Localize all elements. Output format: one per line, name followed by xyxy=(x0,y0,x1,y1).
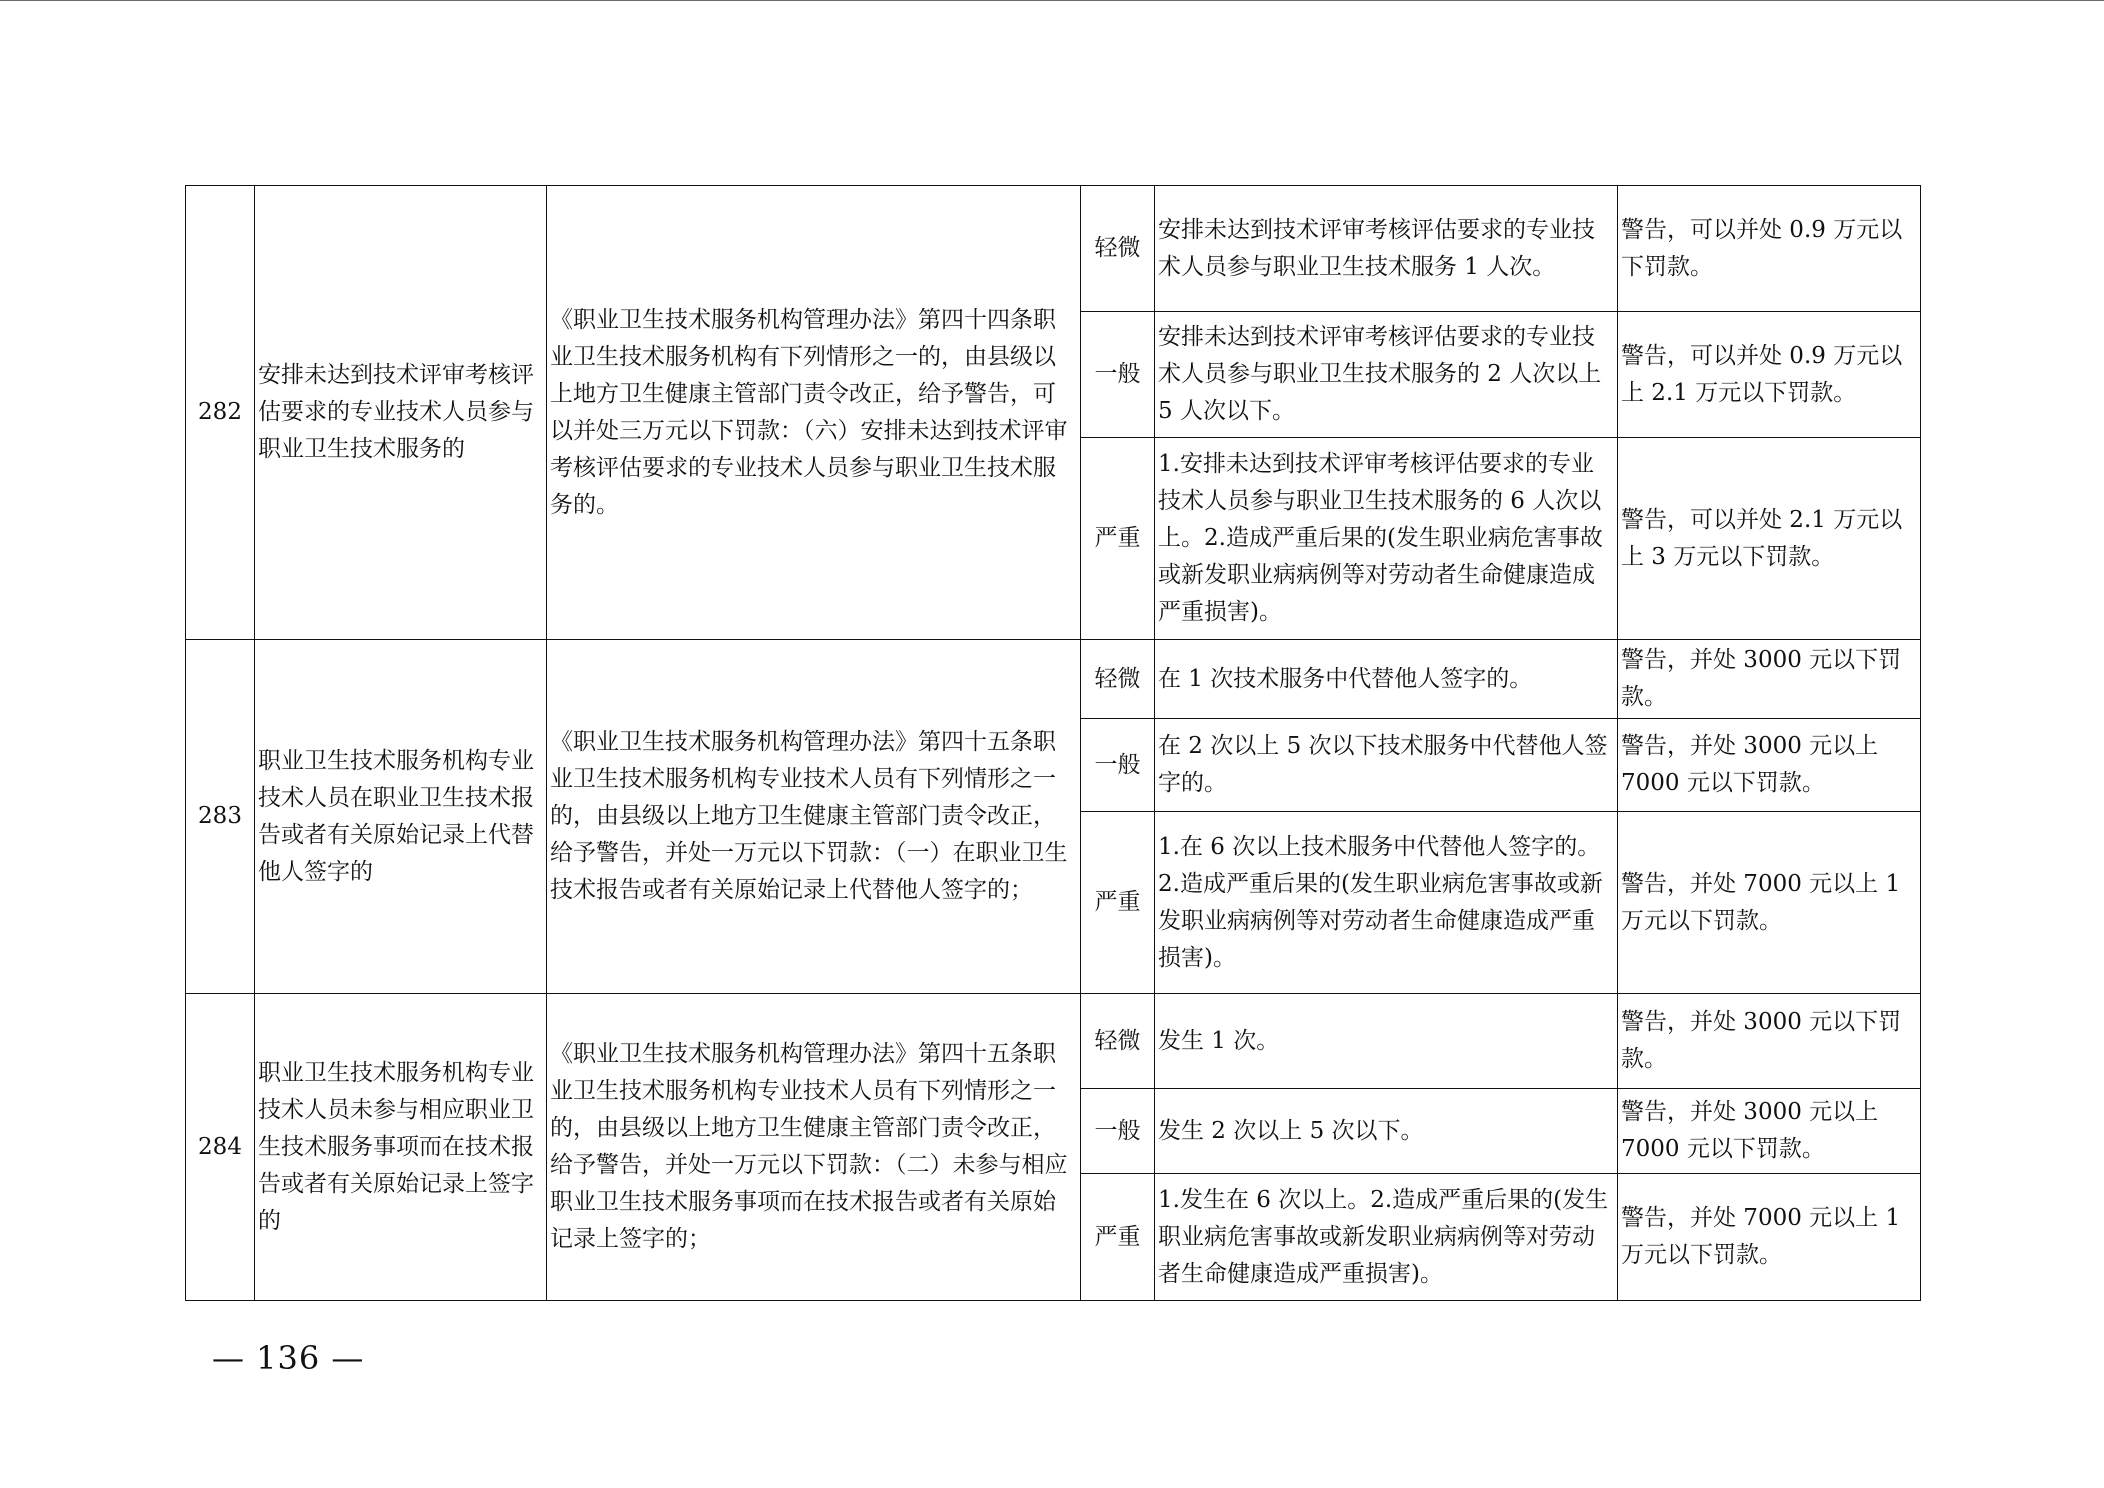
severity-level: 严重 xyxy=(1081,812,1155,994)
penalty-standard: 警告，并处 3000 元以下罚款。 xyxy=(1618,640,1921,719)
item-number: 283 xyxy=(186,640,255,994)
circumstance: 发生 1 次。 xyxy=(1155,994,1618,1089)
severity-level: 轻微 xyxy=(1081,640,1155,719)
severity-level: 严重 xyxy=(1081,1174,1155,1301)
circumstance: 发生 2 次以上 5 次以下。 xyxy=(1155,1089,1618,1174)
circumstance: 1.在 6 次以上技术服务中代替他人签字的。2.造成严重后果的(发生职业病危害事故或新发职业病病例等对劳动者生命健康造成严重损害)。 xyxy=(1155,812,1618,994)
penalty-standard: 警告，可以并处 0.9 万元以下罚款。 xyxy=(1618,186,1921,312)
severity-level: 一般 xyxy=(1081,312,1155,438)
circumstance: 安排未达到技术评审考核评估要求的专业技术人员参与职业卫生技术服务 1 人次。 xyxy=(1155,186,1618,312)
severity-level: 一般 xyxy=(1081,1089,1155,1174)
circumstance: 安排未达到技术评审考核评估要求的专业技术人员参与职业卫生技术服务的 2 人次以上 5 人次以下。 xyxy=(1155,312,1618,438)
circumstance: 1.发生在 6 次以上。2.造成严重后果的(发生职业病危害事故或新发职业病病例等对劳动者生命健康造成严重损害)。 xyxy=(1155,1174,1618,1301)
severity-level: 一般 xyxy=(1081,719,1155,812)
table-row xyxy=(186,640,1921,719)
severity-level: 严重 xyxy=(1081,438,1155,640)
table-row xyxy=(186,994,1921,1089)
penalty-standard: 警告，并处 3000 元以上 7000 元以下罚款。 xyxy=(1618,719,1921,812)
penalty-standard: 警告，并处 7000 元以上 1 万元以下罚款。 xyxy=(1618,812,1921,994)
item-number: 284 xyxy=(186,994,255,1301)
penalty-standard: 警告，可以并处 0.9 万元以上 2.1 万元以下罚款。 xyxy=(1618,312,1921,438)
page-number: — 136 — xyxy=(212,1339,365,1377)
violation-description: 职业卫生技术服务机构专业技术人员在职业卫生技术报告或者有关原始记录上代替他人签字的 xyxy=(255,640,547,994)
legal-basis: 《职业卫生技术服务机构管理办法》第四十四条职业卫生技术服务机构有下列情形之一的，由县级以上地方卫生健康主管部门责令改正，给予警告，可以并处三万元以下罚款：（六）安排未达到技术评审考核评估要求的专业技术人员参与职业卫生技术服务的。 xyxy=(547,186,1081,640)
table-row xyxy=(186,186,1921,312)
penalty-standard: 警告，并处 3000 元以下罚款。 xyxy=(1618,994,1921,1089)
penalty-standard: 警告，可以并处 2.1 万元以上 3 万元以下罚款。 xyxy=(1618,438,1921,640)
penalty-standard: 警告，并处 3000 元以上 7000 元以下罚款。 xyxy=(1618,1089,1921,1174)
circumstance: 在 1 次技术服务中代替他人签字的。 xyxy=(1155,640,1618,719)
circumstance: 1.安排未达到技术评审考核评估要求的专业技术人员参与职业卫生技术服务的 6 人次以上。2.造成严重后果的(发生职业病危害事故或新发职业病病例等对劳动者生命健康造成严重损害)。 xyxy=(1155,438,1618,640)
violation-description: 职业卫生技术服务机构专业技术人员未参与相应职业卫生技术服务事项而在技术报告或者有关原始记录上签字的 xyxy=(255,994,547,1301)
item-number: 282 xyxy=(186,186,255,640)
legal-basis: 《职业卫生技术服务机构管理办法》第四十五条职业卫生技术服务机构专业技术人员有下列情形之一的，由县级以上地方卫生健康主管部门责令改正，给予警告，并处一万元以下罚款：（一）在职业卫生技术报告或者有关原始记录上代替他人签字的； xyxy=(547,640,1081,994)
legal-basis: 《职业卫生技术服务机构管理办法》第四十五条职业卫生技术服务机构专业技术人员有下列情形之一的，由县级以上地方卫生健康主管部门责令改正，给予警告，并处一万元以下罚款：（二）未参与相应职业卫生技术服务事项而在技术报告或者有关原始记录上签字的； xyxy=(547,994,1081,1301)
penalty-discretion-table xyxy=(185,185,1921,1301)
page-top-edge xyxy=(0,0,2104,1)
severity-level: 轻微 xyxy=(1081,994,1155,1089)
violation-description: 安排未达到技术评审考核评估要求的专业技术人员参与职业卫生技术服务的 xyxy=(255,186,547,640)
circumstance: 在 2 次以上 5 次以下技术服务中代替他人签字的。 xyxy=(1155,719,1618,812)
severity-level: 轻微 xyxy=(1081,186,1155,312)
penalty-standard: 警告，并处 7000 元以上 1 万元以下罚款。 xyxy=(1618,1174,1921,1301)
